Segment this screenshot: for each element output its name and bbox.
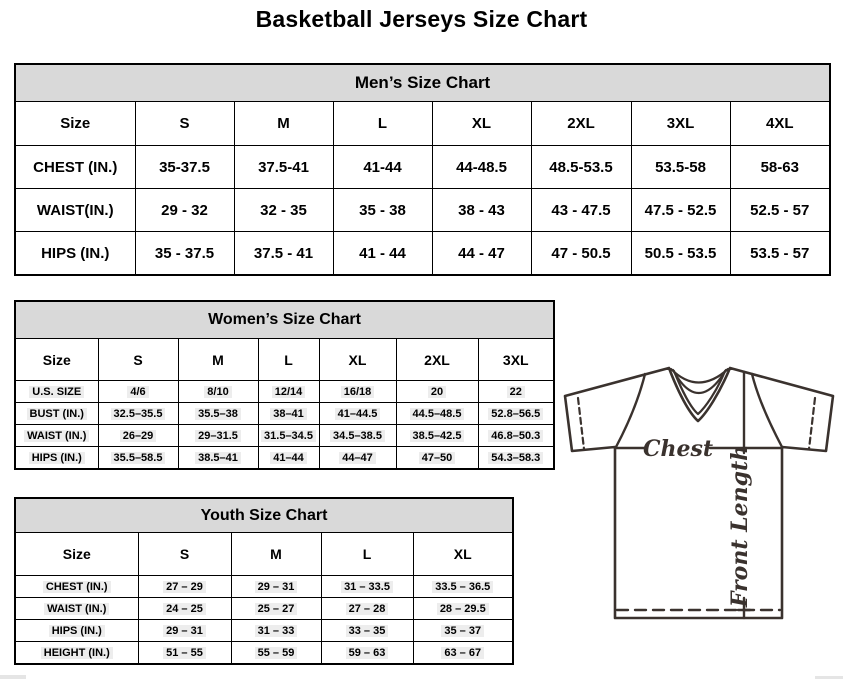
value-cell: [321, 598, 413, 620]
value-cell: [98, 425, 178, 447]
value-cell: [413, 642, 513, 665]
row-label: [15, 620, 138, 642]
value-text: 38.5–42.5: [410, 430, 465, 442]
value-text: 34.5–38.5: [330, 430, 385, 442]
value-cell: 48.5-53.5: [531, 146, 631, 189]
value-text: 55 – 59: [255, 647, 298, 659]
value-text: 31.5–34.5: [261, 430, 316, 442]
value-cell: 35 - 38: [333, 189, 432, 232]
value-text: 47–50: [419, 452, 456, 464]
value-text: 8/10: [204, 386, 231, 398]
table-row: [15, 620, 513, 642]
value-cell: 47 - 50.5: [531, 232, 631, 276]
value-cell: [321, 620, 413, 642]
corner-header: Size: [15, 339, 98, 381]
value-cell: [258, 381, 319, 403]
value-text: 31 – 33.5: [341, 581, 393, 593]
page-title: Basketball Jerseys Size Chart: [255, 6, 588, 32]
value-cell: [258, 403, 319, 425]
col-header: L: [333, 102, 432, 146]
mens-size-table: [14, 63, 831, 276]
value-cell: [396, 447, 478, 470]
value-cell: [98, 403, 178, 425]
value-cell: 32 - 35: [234, 189, 333, 232]
value-cell: 35 - 37.5: [135, 232, 234, 276]
jersey-measurement-diagram: [550, 360, 843, 630]
value-cell: [178, 425, 258, 447]
value-text: 4/6: [127, 386, 148, 398]
value-text: 26–29: [120, 430, 157, 442]
row-label: [15, 447, 98, 470]
value-text: 59 – 63: [346, 647, 389, 659]
row-label: [15, 403, 98, 425]
col-header: M: [234, 102, 333, 146]
value-text: 41–44.5: [335, 408, 381, 420]
value-cell: [138, 642, 231, 665]
table-row: [15, 576, 513, 598]
jersey-armhole-seam-right: [752, 374, 782, 447]
table-row: [15, 425, 554, 447]
value-cell: 47.5 - 52.5: [631, 189, 730, 232]
row-label-text: HEIGHT (IN.): [41, 647, 113, 659]
value-cell: [319, 403, 396, 425]
womens-size-table: [14, 300, 555, 470]
value-text: 32.5–35.5: [111, 408, 166, 420]
value-text: 38–41: [270, 408, 307, 420]
jersey-cuff-dash-right: [809, 398, 815, 449]
row-label: [15, 576, 138, 598]
youth-size-table: [14, 497, 514, 665]
value-cell: [178, 403, 258, 425]
youth-table-title: Youth Size Chart: [15, 498, 513, 533]
table-row: [15, 533, 513, 576]
table-row: [15, 64, 830, 102]
value-cell: 44 - 47: [432, 232, 531, 276]
col-header: 4XL: [730, 102, 830, 146]
value-cell: [478, 403, 554, 425]
col-header: 3XL: [631, 102, 730, 146]
value-text: 44–47: [339, 452, 376, 464]
value-text: 12/14: [272, 386, 306, 398]
value-text: 28 – 29.5: [437, 603, 489, 615]
value-cell: [231, 598, 321, 620]
value-cell: [319, 425, 396, 447]
value-cell: 44-48.5: [432, 146, 531, 189]
table-row: [15, 598, 513, 620]
mens-table-title: Men’s Size Chart: [15, 64, 830, 102]
col-header: L: [321, 533, 413, 576]
row-label-text: BUST (IN.): [27, 408, 87, 420]
value-cell: [178, 447, 258, 470]
value-cell: 53.5 - 57: [730, 232, 830, 276]
jersey-cuff-dash-left: [578, 398, 584, 449]
table-row: [15, 189, 830, 232]
value-text: 16/18: [341, 386, 375, 398]
value-text: 46.8–50.3: [488, 430, 543, 442]
col-header: 2XL: [396, 339, 478, 381]
value-cell: 43 - 47.5: [531, 189, 631, 232]
value-cell: 29 - 32: [135, 189, 234, 232]
row-label: [15, 598, 138, 620]
jersey-outline: [565, 368, 833, 618]
value-cell: [231, 642, 321, 665]
row-label: CHEST (IN.): [15, 146, 135, 189]
value-cell: [138, 576, 231, 598]
value-cell: [396, 425, 478, 447]
value-cell: [396, 381, 478, 403]
table-row: [15, 381, 554, 403]
value-cell: 37.5 - 41: [234, 232, 333, 276]
value-text: 35 – 37: [441, 625, 484, 637]
value-text: 29–31.5: [195, 430, 241, 442]
value-text: 35.5–58.5: [111, 452, 166, 464]
value-cell: 53.5-58: [631, 146, 730, 189]
value-cell: 35-37.5: [135, 146, 234, 189]
value-text: 25 – 27: [255, 603, 298, 615]
value-text: 41–44: [270, 452, 307, 464]
row-label-text: HIPS (IN.): [49, 625, 105, 637]
value-cell: [231, 576, 321, 598]
col-header: S: [98, 339, 178, 381]
value-cell: 41-44: [333, 146, 432, 189]
table-row: [15, 403, 554, 425]
value-text: 27 – 29: [163, 581, 206, 593]
value-text: 29 – 31: [255, 581, 298, 593]
col-header: S: [135, 102, 234, 146]
chest-label: Chest: [642, 436, 714, 462]
row-label-text: U.S. SIZE: [29, 386, 84, 398]
row-label: WAIST(IN.): [15, 189, 135, 232]
table-row: [15, 301, 554, 339]
value-cell: [396, 403, 478, 425]
value-cell: [178, 381, 258, 403]
value-text: 51 – 55: [163, 647, 206, 659]
womens-table-title: Women’s Size Chart: [15, 301, 554, 339]
value-text: 29 – 31: [163, 625, 206, 637]
value-text: 54.3–58.3: [488, 452, 543, 464]
value-cell: [98, 381, 178, 403]
row-label-text: WAIST (IN.): [24, 430, 89, 442]
value-cell: [478, 381, 554, 403]
value-text: 35.5–38: [195, 408, 241, 420]
col-header: M: [178, 339, 258, 381]
col-header: XL: [319, 339, 396, 381]
col-header: L: [258, 339, 319, 381]
value-cell: 41 - 44: [333, 232, 432, 276]
jersey-armhole-seam-left: [616, 374, 645, 447]
value-cell: 50.5 - 53.5: [631, 232, 730, 276]
value-cell: [98, 447, 178, 470]
table-row: [15, 447, 554, 470]
row-label: [15, 425, 98, 447]
page-edge-fragment-left: [0, 675, 26, 679]
value-cell: [138, 598, 231, 620]
value-cell: [138, 620, 231, 642]
value-cell: 58-63: [730, 146, 830, 189]
value-cell: [413, 598, 513, 620]
value-cell: [319, 447, 396, 470]
value-cell: 52.5 - 57: [730, 189, 830, 232]
value-cell: [319, 381, 396, 403]
row-label: [15, 381, 98, 403]
row-label: [15, 642, 138, 665]
value-cell: [321, 576, 413, 598]
value-text: 33.5 – 36.5: [432, 581, 493, 593]
value-text: 31 – 33: [255, 625, 298, 637]
value-text: 24 – 25: [163, 603, 206, 615]
value-cell: [258, 447, 319, 470]
table-row: [15, 102, 830, 146]
front-length-label: Front Length: [727, 444, 753, 608]
value-cell: [321, 642, 413, 665]
value-cell: [413, 576, 513, 598]
value-cell: 38 - 43: [432, 189, 531, 232]
corner-header: Size: [15, 533, 138, 576]
value-text: 63 – 67: [441, 647, 484, 659]
row-label-text: WAIST (IN.): [44, 603, 109, 615]
col-header: XL: [413, 533, 513, 576]
table-row: [15, 146, 830, 189]
col-header: 3XL: [478, 339, 554, 381]
corner-header: Size: [15, 102, 135, 146]
table-row: [15, 498, 513, 533]
value-cell: [231, 620, 321, 642]
col-header: XL: [432, 102, 531, 146]
value-text: 22: [507, 386, 525, 398]
value-cell: [258, 425, 319, 447]
table-row: [15, 232, 830, 276]
value-text: 52.8–56.5: [488, 408, 543, 420]
value-text: 33 – 35: [346, 625, 389, 637]
value-cell: [413, 620, 513, 642]
value-cell: [478, 425, 554, 447]
value-cell: 37.5-41: [234, 146, 333, 189]
row-label: HIPS (IN.): [15, 232, 135, 276]
col-header: S: [138, 533, 231, 576]
value-text: 38.5–41: [195, 452, 241, 464]
table-row: [15, 642, 513, 665]
value-cell: [478, 447, 554, 470]
col-header: 2XL: [531, 102, 631, 146]
value-text: 20: [428, 386, 446, 398]
value-text: 27 – 28: [346, 603, 389, 615]
value-text: 44.5–48.5: [410, 408, 465, 420]
table-row: [15, 339, 554, 381]
row-label-text: HIPS (IN.): [29, 452, 85, 464]
col-header: M: [231, 533, 321, 576]
row-label-text: CHEST (IN.): [43, 581, 111, 593]
